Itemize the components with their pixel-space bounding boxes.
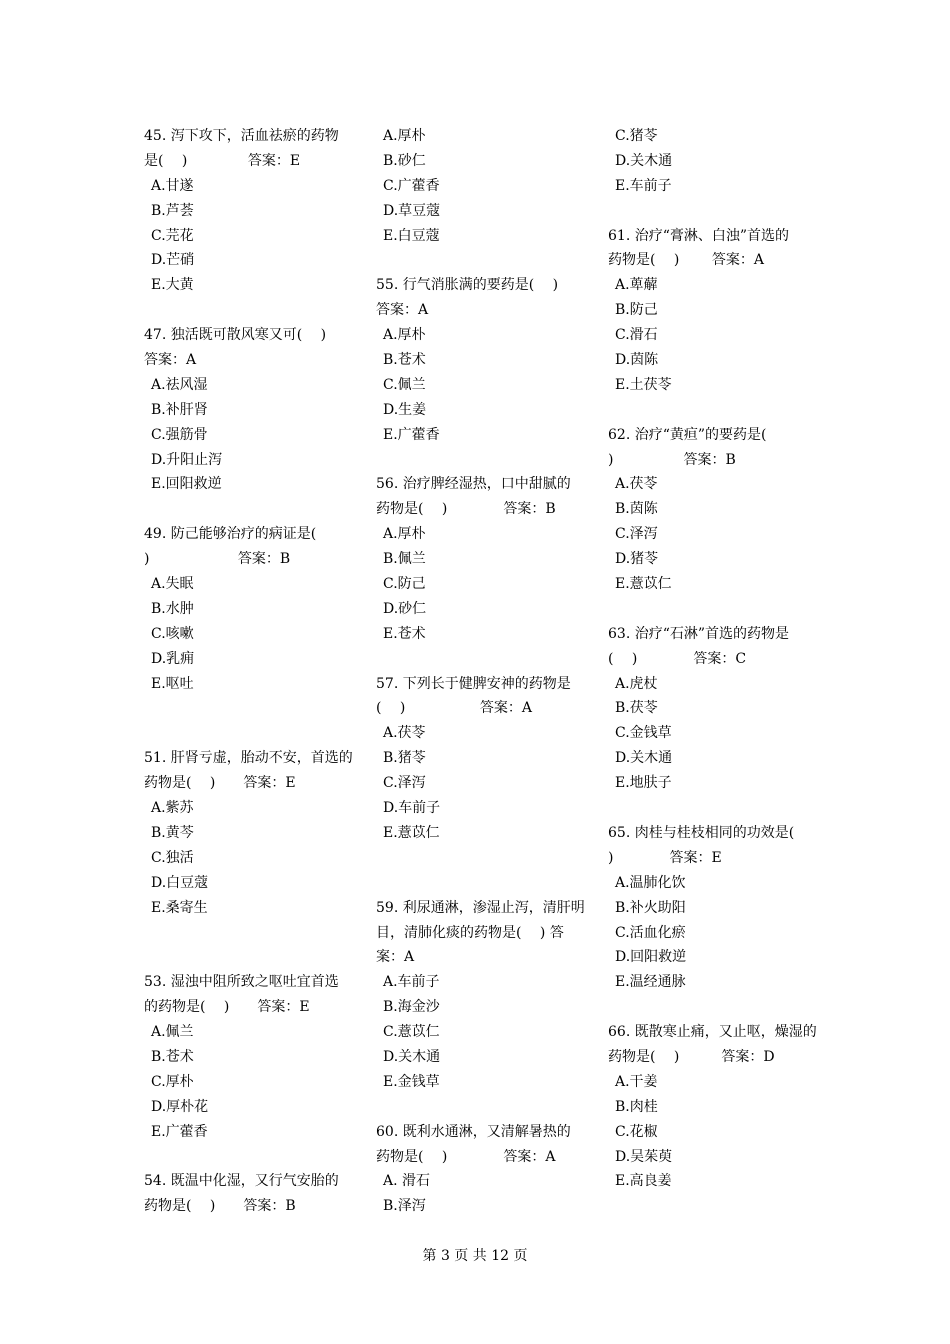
answer-option: B.黄芩 (151, 824, 194, 841)
answer-option: A.干姜 (615, 1073, 658, 1090)
question-line: 47. 独活既可散风寒又可( ) (144, 327, 327, 344)
answer-option: B.佩兰 (383, 551, 426, 568)
answer-option: A.虎杖 (615, 675, 658, 692)
spacer (144, 497, 349, 522)
answer-option: D.猪苓 (615, 551, 659, 568)
spacer (376, 448, 581, 473)
question-line: 药物是( ) 答案：A (608, 252, 764, 269)
question-line: 目，清肺化痰的药物是( ) 答 (376, 924, 564, 941)
answer-option: C.咳嗽 (151, 625, 194, 642)
question-line: 是( ) 答案：E (144, 152, 301, 169)
answer-option: B.补火助阳 (615, 899, 686, 916)
answer-option: A.温肺化饮 (615, 874, 686, 891)
answer-option: E.薏苡仁 (615, 576, 672, 593)
answer-option: C.防己 (383, 576, 426, 593)
question-line: 答案：A (144, 352, 197, 369)
answer-option: C.佩兰 (383, 376, 426, 393)
answer-option: B.防己 (615, 302, 658, 319)
answer-option: B.海金沙 (383, 999, 440, 1016)
answer-option: C.活血化瘀 (615, 924, 686, 941)
answer-option: E.地肤子 (615, 775, 672, 792)
answer-option: E.广藿香 (383, 426, 440, 443)
answer-option: C.花椒 (615, 1123, 658, 1140)
answer-option: B.茵陈 (615, 501, 658, 518)
answer-option: A.甘遂 (151, 177, 194, 194)
answer-option: D.回阳救逆 (615, 949, 687, 966)
question-line: ) 答案：B (144, 551, 291, 568)
question-line: 45. 泻下攻下，活血祛瘀的药物 (144, 128, 339, 144)
answer-option: D.吴茱萸 (615, 1148, 673, 1165)
question-line: 药物是( ) 答案：B (376, 501, 556, 518)
question-line: 63. 治疗“石淋”首选的药物是 (608, 625, 790, 642)
answer-option: B.猪苓 (383, 750, 426, 767)
answer-option: E.白豆蔻 (383, 227, 440, 244)
answer-option: A.厚朴 (383, 128, 426, 144)
spacer (376, 248, 581, 273)
answer-option: B.肉桂 (615, 1098, 658, 1115)
answer-option: A.萆薢 (615, 277, 658, 294)
answer-option: A.车前子 (383, 974, 440, 991)
answer-option: E.土茯苓 (615, 376, 672, 393)
question-line: 62. 治疗“黄疸”的要药是( (608, 426, 767, 443)
question-line: 药物是( ) 答案：A (376, 1148, 556, 1165)
answer-option: A.厚朴 (383, 526, 426, 543)
answer-option: D.乳痈 (151, 650, 195, 667)
answer-option: B.水肿 (151, 600, 194, 617)
answer-option: B.砂仁 (383, 152, 426, 169)
column-left (144, 124, 353, 1219)
spacer (376, 1095, 581, 1120)
answer-option: D.茵陈 (615, 352, 659, 369)
answer-option: E.车前子 (615, 177, 672, 194)
spacer (608, 597, 813, 622)
answer-option: C.独活 (151, 849, 194, 866)
spacer (144, 945, 349, 970)
answer-option: C.厚朴 (151, 1073, 194, 1090)
answer-option: E.大黄 (151, 277, 194, 294)
answer-option: D.车前子 (383, 800, 441, 817)
answer-option: D.关木通 (615, 750, 673, 767)
answer-option: E.金钱草 (383, 1073, 440, 1090)
spacer (144, 298, 349, 323)
answer-option: B.苍术 (383, 352, 426, 369)
answer-option: D.草豆蔻 (383, 202, 441, 219)
spacer (144, 721, 349, 746)
question-line: 66. 既散寒止痛，又止呕，燥湿的 (608, 1024, 817, 1041)
answer-option: D.白豆蔻 (151, 874, 209, 891)
question-line: 51. 肝肾亏虚，胎动不安，首选的 (144, 750, 353, 767)
answer-option: A.厚朴 (383, 327, 426, 344)
answer-option: C.泽泻 (383, 775, 426, 792)
question-line: 54. 既温中化湿，又行气安胎的 (144, 1173, 339, 1190)
answer-option: E.温经通脉 (615, 974, 686, 991)
answer-option: D.厚朴花 (151, 1098, 209, 1115)
answer-option: C.滑石 (615, 327, 658, 344)
column-middle (376, 124, 585, 1219)
question-line: 的药物是( ) 答案：E (144, 999, 310, 1016)
answer-option: A.茯苓 (615, 476, 658, 493)
spacer (144, 921, 349, 946)
answer-option: E.回阳救逆 (151, 476, 222, 493)
spacer (608, 995, 813, 1020)
answer-option: D.砂仁 (383, 600, 427, 617)
answer-option: D.芒硝 (151, 252, 195, 269)
question-line: 药物是( ) 答案：D (608, 1048, 775, 1065)
question-line: ( ) 答案：C (608, 650, 747, 667)
spacer (144, 696, 349, 721)
question-line: 药物是( ) 答案：E (144, 775, 296, 792)
question-line: 59. 利尿通淋，渗湿止泻，清肝明 (376, 899, 585, 916)
column-right (608, 124, 817, 1194)
question-line: 49. 防己能够治疗的病证是( (144, 526, 317, 543)
page-footer: 第 3 页 共 12 页 (422, 1248, 528, 1264)
answer-option: D.升阳止泻 (151, 451, 223, 468)
question-line: 57. 下列长于健脾安神的药物是 (376, 675, 571, 692)
answer-option: A.祛风湿 (151, 376, 208, 393)
answer-option: C.猪苓 (615, 128, 658, 144)
spacer (608, 796, 813, 821)
question-line: ( ) 答案：A (376, 700, 532, 717)
answer-option: C.泽泻 (615, 526, 658, 543)
answer-option: E.广藿香 (151, 1123, 208, 1140)
answer-option: A.佩兰 (151, 1024, 194, 1041)
answer-option: E.呕吐 (151, 675, 194, 692)
question-line: 61. 治疗“膏淋、白浊”首选的 (608, 227, 790, 244)
answer-option: D.关木通 (383, 1048, 441, 1065)
answer-option: C.芫花 (151, 227, 194, 244)
spacer (608, 398, 813, 423)
question-line: 案：A (376, 949, 415, 966)
answer-option: B.茯苓 (615, 700, 658, 717)
answer-option: B.芦荟 (151, 202, 194, 219)
answer-option: B.苍术 (151, 1048, 194, 1065)
answer-option: C.薏苡仁 (383, 1024, 440, 1041)
answer-option: A.茯苓 (383, 725, 426, 742)
question-line: 53. 湿浊中阻所致之呕吐宜首选 (144, 974, 339, 991)
answer-option: A.紫苏 (151, 800, 194, 817)
answer-option: E.苍术 (383, 625, 426, 642)
question-line: 65. 肉桂与桂枝相同的功效是( (608, 824, 795, 841)
question-line: ) 答案：B (608, 451, 736, 468)
spacer (608, 199, 813, 224)
spacer (376, 871, 581, 896)
answer-option: D.关木通 (615, 152, 673, 169)
question-line: 55. 行气消胀满的要药是( ) (376, 277, 559, 294)
question-line: 药物是( ) 答案：B (144, 1198, 296, 1215)
answer-option: D.生姜 (383, 401, 427, 418)
answer-option: B.补肝肾 (151, 401, 208, 418)
answer-option: E.薏苡仁 (383, 824, 440, 841)
answer-option: E.高良姜 (615, 1173, 672, 1190)
question-line: 答案：A (376, 302, 429, 319)
question-line: 56. 治疗脾经湿热，口中甜腻的 (376, 476, 571, 493)
spacer (144, 1145, 349, 1170)
spacer (376, 647, 581, 672)
question-line: 60. 既利水通淋，又清解暑热的 (376, 1123, 571, 1140)
answer-option: A.失眠 (151, 576, 194, 593)
answer-option: B.泽泻 (383, 1198, 426, 1215)
answer-option: C.强筋骨 (151, 426, 208, 443)
question-line: ) 答案：E (608, 849, 722, 866)
spacer (376, 846, 581, 871)
answer-option: E.桑寄生 (151, 899, 208, 916)
answer-option: C.金钱草 (615, 725, 672, 742)
answer-option: A. 滑石 (383, 1173, 431, 1190)
answer-option: C.广藿香 (383, 177, 440, 194)
